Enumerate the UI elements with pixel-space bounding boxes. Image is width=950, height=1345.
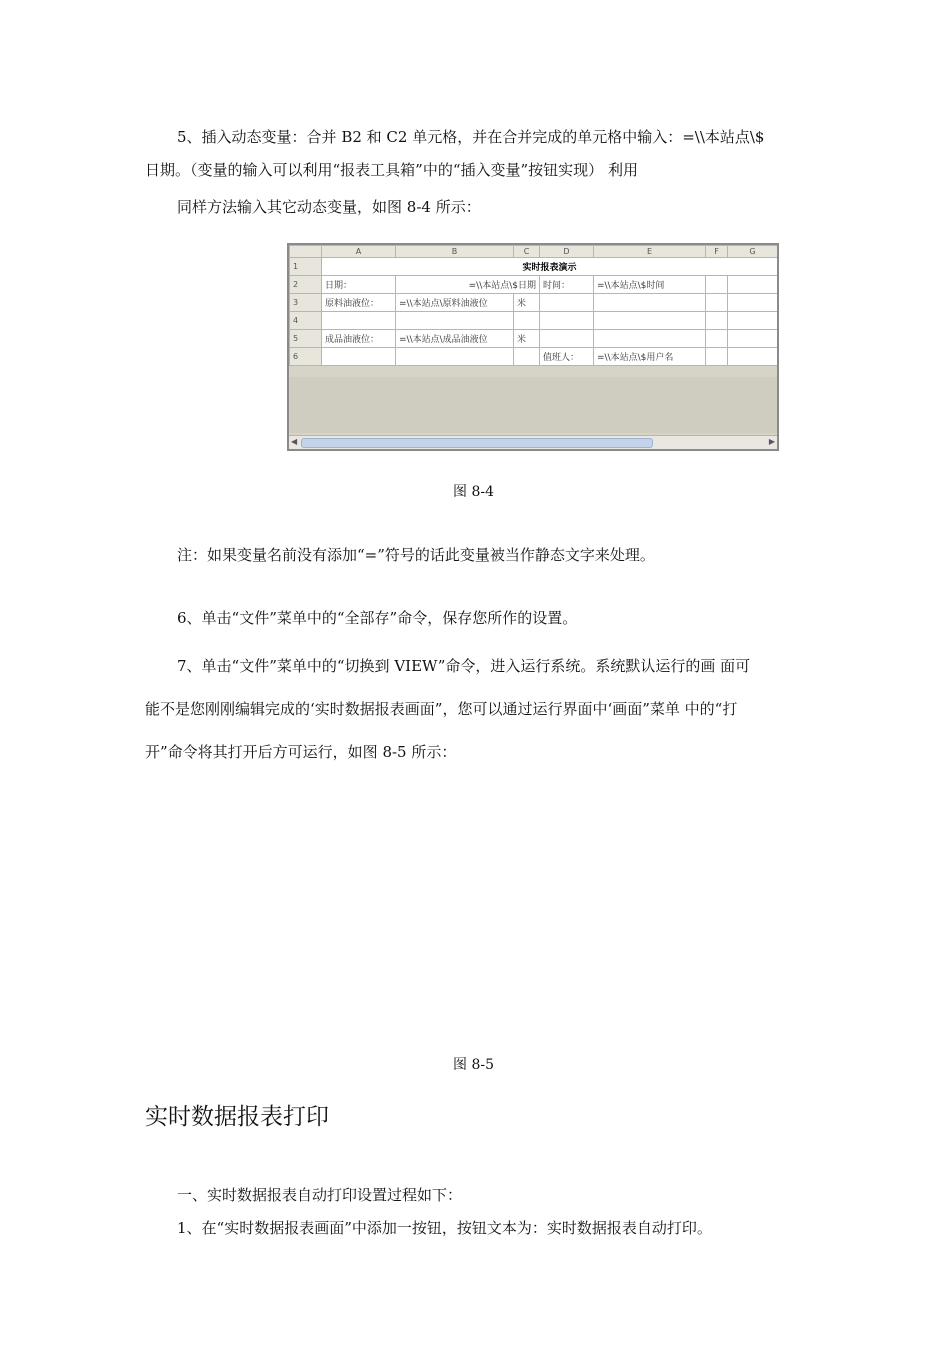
paragraph-5-line-1: 5、插入动态变量：合并 B2 和 C2 单元格，并在合并完成的单元格中输入：=\\本站点\$ bbox=[177, 128, 765, 146]
corner-cell bbox=[290, 246, 322, 258]
column-header: G bbox=[728, 246, 778, 258]
sheet-row bbox=[290, 330, 778, 348]
paragraph-7-line-2: 能不是您刚刚编辑完成的‘实时数据报表画面”，您可以通过运行界面中‘画面”菜单 中的“打 bbox=[145, 700, 738, 718]
figure-caption-8-4: 图 8-4 bbox=[453, 484, 494, 500]
paragraph-6: 6、单击“文件”菜单中的“全部存”命令，保存您所作的设置。 bbox=[177, 609, 578, 627]
cell bbox=[728, 276, 778, 294]
cell bbox=[728, 330, 778, 348]
column-header: C bbox=[514, 246, 540, 258]
section-heading: 实时数据报表打印 bbox=[145, 1104, 329, 1130]
cell bbox=[706, 294, 728, 312]
cell: 原料油液位： bbox=[322, 294, 396, 312]
cell: 值班人： bbox=[540, 348, 594, 366]
sheet-empty-area bbox=[289, 377, 777, 433]
spreadsheet-figure bbox=[287, 243, 779, 451]
cell: 成品油液位： bbox=[322, 330, 396, 348]
paragraph-7-line-1: 7、单击“文件”菜单中的“切换到 VIEW”命令，进入运行系统。系统默认运行的画 面可 bbox=[177, 657, 751, 675]
cell bbox=[706, 276, 728, 294]
paragraph-5-line-3: 同样方法输入其它动态变量，如图 8-4 所示： bbox=[177, 198, 481, 216]
cell: =\\本站点\$日期 bbox=[396, 276, 540, 294]
note-paragraph: 注：如果变量名前没有添加“=”符号的话此变量被当作静态文字来处理。 bbox=[177, 546, 655, 564]
cell bbox=[594, 330, 706, 348]
cell bbox=[540, 330, 594, 348]
paragraph-5-line-2: 日期。（变量的输入可以利用“报表工具箱”中的“插入变量”按钮实现） 利用 bbox=[145, 161, 638, 179]
scroll-right-icon[interactable]: ▶ bbox=[768, 437, 775, 446]
cell bbox=[514, 312, 540, 330]
row-header: 6 bbox=[290, 348, 322, 366]
sheet-row bbox=[290, 294, 778, 312]
cell: =\\本站点\原料油液位 bbox=[396, 294, 514, 312]
cell: =\\本站点\$时间 bbox=[594, 276, 706, 294]
cell bbox=[594, 294, 706, 312]
cell bbox=[728, 294, 778, 312]
cell bbox=[396, 348, 514, 366]
cell bbox=[728, 348, 778, 366]
scrollbar-thumb[interactable] bbox=[301, 438, 653, 448]
sheet-row bbox=[290, 276, 778, 294]
cell bbox=[706, 348, 728, 366]
row-header: 4 bbox=[290, 312, 322, 330]
paragraph-7-line-3: 开”命令将其打开后方可运行，如图 8-5 所示： bbox=[145, 743, 457, 761]
row-header: 2 bbox=[290, 276, 322, 294]
cell: 日期： bbox=[322, 276, 396, 294]
cell bbox=[396, 312, 514, 330]
cell bbox=[322, 312, 396, 330]
report-title-cell: 实时报表演示 bbox=[322, 258, 778, 276]
figure-caption-8-5: 图 8-5 bbox=[453, 1057, 494, 1073]
cell bbox=[706, 330, 728, 348]
column-header: B bbox=[396, 246, 514, 258]
spreadsheet-grid bbox=[289, 245, 778, 366]
cell bbox=[540, 294, 594, 312]
cell bbox=[706, 312, 728, 330]
column-header: E bbox=[594, 246, 706, 258]
cell bbox=[594, 312, 706, 330]
column-header-row bbox=[290, 246, 778, 258]
step-intro: 一、实时数据报表自动打印设置过程如下： bbox=[177, 1186, 463, 1204]
column-header: F bbox=[706, 246, 728, 258]
scroll-left-icon[interactable]: ◀ bbox=[291, 437, 298, 446]
cell: =\\本站点\成品油液位 bbox=[396, 330, 514, 348]
row-header: 1 bbox=[290, 258, 322, 276]
cell bbox=[728, 312, 778, 330]
column-header: D bbox=[540, 246, 594, 258]
cell bbox=[514, 348, 540, 366]
cell: =\\本站点\$用户名 bbox=[594, 348, 706, 366]
cell bbox=[322, 348, 396, 366]
step-1: 1、在“实时数据报表画面”中添加一按钮，按钮文本为：实时数据报表自动打印。 bbox=[177, 1219, 712, 1237]
sheet-row bbox=[290, 312, 778, 330]
cell bbox=[540, 312, 594, 330]
column-header: A bbox=[322, 246, 396, 258]
sheet-row bbox=[290, 258, 778, 276]
horizontal-scrollbar[interactable] bbox=[289, 435, 777, 449]
cell: 米 bbox=[514, 330, 540, 348]
sheet-row bbox=[290, 348, 778, 366]
row-header: 3 bbox=[290, 294, 322, 312]
cell: 米 bbox=[514, 294, 540, 312]
cell: 时间： bbox=[540, 276, 594, 294]
row-header: 5 bbox=[290, 330, 322, 348]
